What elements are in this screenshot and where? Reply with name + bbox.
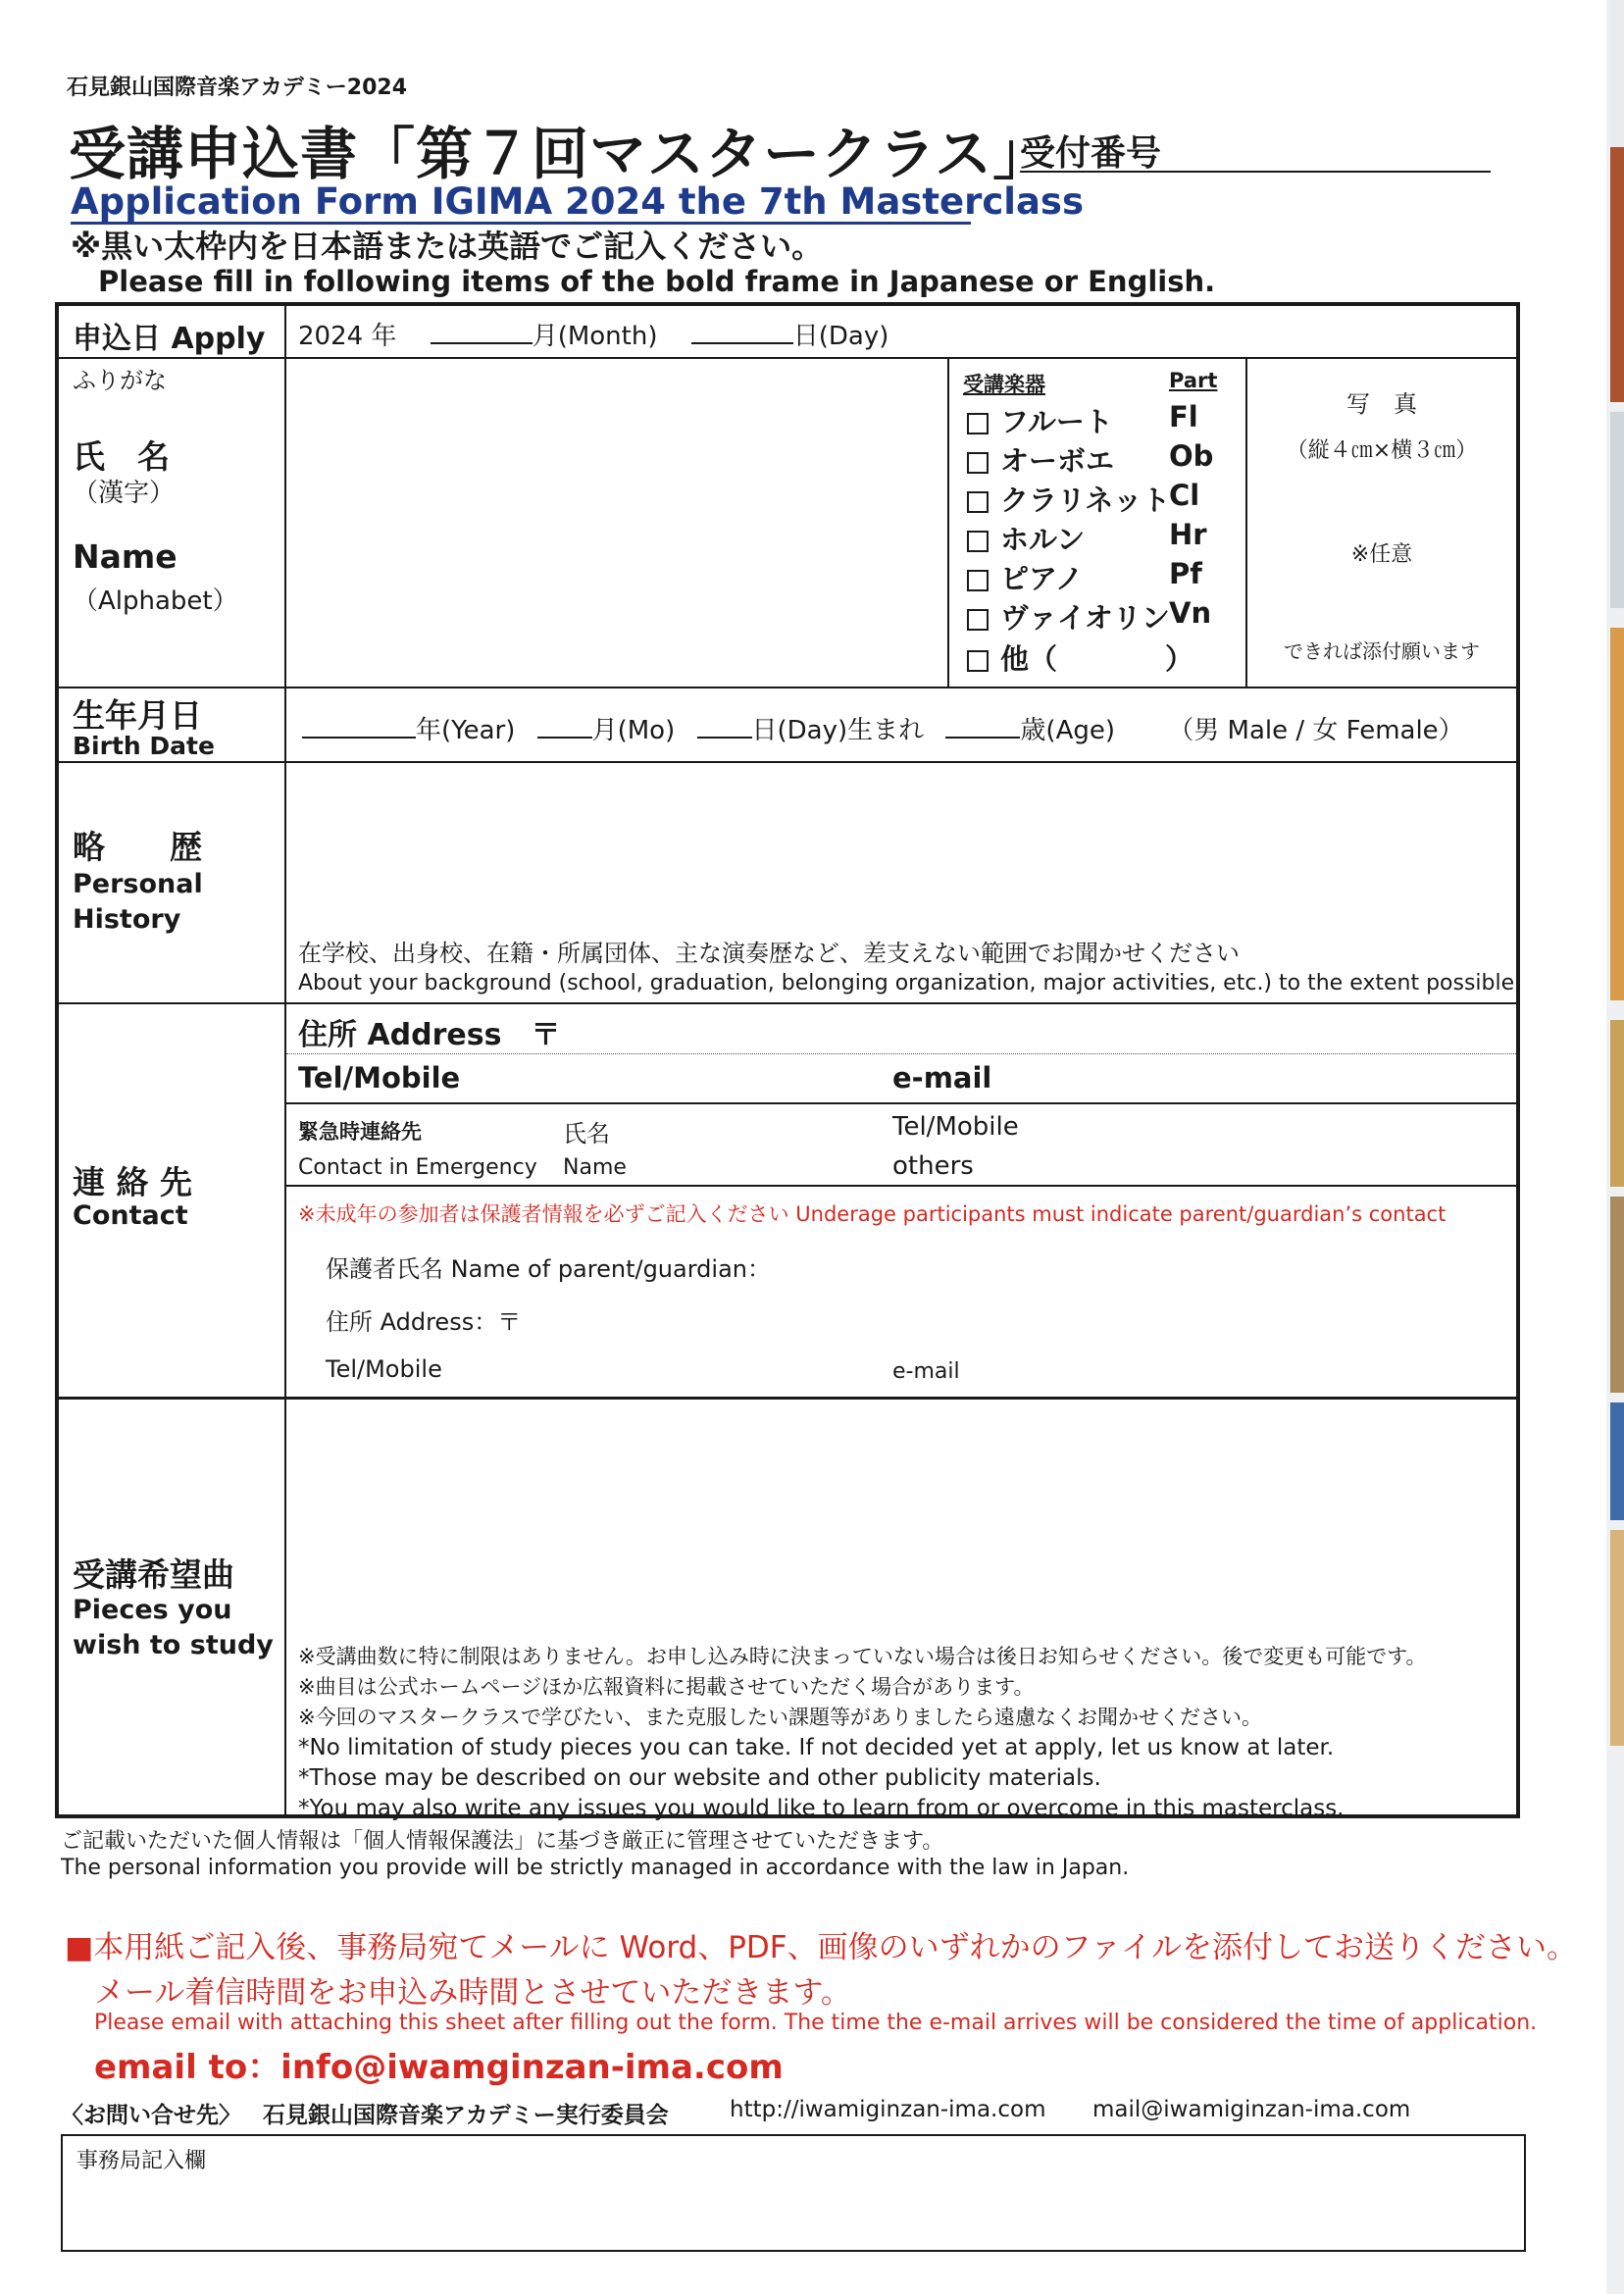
inquiry-label: 〈お問い合せ先〉: [61, 2103, 241, 2128]
instrument-option-clarinet[interactable]: クラリネット: [967, 479, 1170, 519]
emergency-label-jp: 緊急時連絡先: [298, 1120, 422, 1144]
part-code: Hr: [1169, 518, 1207, 551]
guardian-name-field[interactable]: 保護者氏名 Name of parent/guardian：: [326, 1255, 771, 1283]
tel-field[interactable]: Tel/Mobile: [298, 1061, 461, 1095]
checkbox[interactable]: [967, 650, 989, 672]
birth-fields[interactable]: 年(Year) 月(Mo) 日(Day)生まれ 歳(Age) （男 Male / 女 Female）: [302, 710, 1464, 746]
row-divider: [286, 1053, 1516, 1054]
emergency-tel[interactable]: Tel/Mobile: [892, 1112, 1019, 1142]
pieces-note: *Those may be described on our website and other publicity materials.: [298, 1765, 1101, 1791]
form-title-jp: 受講申込書「第７回マスタークラス」: [69, 121, 1051, 187]
page-edge-photo-strip: [1606, 0, 1624, 2294]
history-label-en-1: Personal: [73, 869, 203, 899]
part-code: Ob: [1169, 439, 1214, 473]
part-header: Part: [1169, 369, 1218, 392]
pieces-note: ※今回のマスタークラスで学びたい、また克服したい課題等がありましたら遠慮なくお聞かせください。: [298, 1706, 1262, 1729]
apply-date-fields[interactable]: [298, 316, 888, 352]
pieces-note: *No limitation of study pieces you can take. If not decided yet at apply, let us know at later.: [298, 1735, 1335, 1760]
pieces-label-en-1: Pieces you: [73, 1595, 232, 1625]
age-blank[interactable]: [945, 711, 1020, 739]
instrument-option-violin[interactable]: ヴァイオリン: [967, 596, 1170, 637]
checkbox[interactable]: [967, 609, 989, 631]
contact-mail-link[interactable]: mail@iwamiginzan-ima.com: [1092, 2097, 1411, 2122]
history-label-en-2: History: [73, 904, 181, 935]
apply-day-label: 日(Day): [792, 322, 889, 351]
instrument-option-other[interactable]: 他（: [967, 637, 1057, 678]
checkbox[interactable]: [967, 531, 989, 552]
row-divider: [59, 1397, 1516, 1400]
submit-instruction-en: Please email with attaching this sheet after filling out the form. The time the e-mail arrives will be considered the time of application.: [94, 2011, 1538, 2035]
academy-name: 石見銀山国際音楽アカデミー2024: [67, 76, 408, 100]
birth-label-jp: 生年月日: [73, 696, 202, 735]
checkbox[interactable]: [967, 452, 989, 474]
website-link[interactable]: http://iwamiginzan-ima.com: [730, 2097, 1046, 2122]
row-divider: [59, 1002, 1516, 1004]
name-label-jp: 氏 名: [73, 437, 170, 476]
emergency-name-en: Name: [563, 1155, 627, 1180]
guardian-email-field[interactable]: e-mail: [892, 1359, 960, 1384]
pieces-label-jp: 受講希望曲: [73, 1555, 234, 1594]
row-divider: [286, 1185, 1516, 1187]
apply-month-label: 月(Month): [532, 322, 658, 351]
receipt-number-field[interactable]: [1020, 171, 1491, 173]
birth-day-blank[interactable]: [697, 711, 752, 739]
guardian-tel-field[interactable]: Tel/Mobile: [326, 1355, 442, 1383]
pieces-note: *You may also write any issues you would like to learn from or overcome in this masterclass.: [298, 1796, 1345, 1821]
contact-label-en: Contact: [73, 1200, 188, 1231]
history-note-jp: 在学校、出身校、在籍・所属団体、主な演奏歴など、差支えない範囲でお聞かせください: [298, 940, 1240, 967]
photo-note: できれば添付願います: [1284, 639, 1480, 663]
guardian-note: ※未成年の参加者は保護者情報を必ずご記入ください Underage participants must indicate parent/guardian’s contact: [298, 1202, 1446, 1226]
furigana-label: ふりがな: [73, 367, 167, 394]
receipt-number-label: 受付番号: [1020, 133, 1162, 174]
history-input-area[interactable]: [286, 763, 1516, 940]
gender-options[interactable]: （男 Male / 女 Female）: [1168, 716, 1464, 745]
submit-instruction-1: ■本用紙ご記入後、事務局宛てメールに Word、PDF、画像のいずれかのファイルを添付してお送りください。: [65, 1930, 1577, 1965]
name-kanji-note: （漢字）: [73, 479, 176, 508]
application-form-frame: [55, 302, 1522, 1821]
checkbox[interactable]: [967, 491, 989, 513]
history-note-en: About your background (school, graduation, belonging organization, major activities, etc.) to the extent possible.: [298, 971, 1522, 995]
birth-label-en: Birth Date: [73, 732, 215, 760]
part-code: Pf: [1169, 557, 1202, 590]
guardian-address-field[interactable]: 住所 Address：〒: [326, 1308, 522, 1336]
address-field[interactable]: 住所 Address 〒: [298, 1018, 561, 1052]
checkbox[interactable]: [967, 570, 989, 591]
part-code: Fl: [1169, 400, 1198, 433]
row-divider: [59, 687, 1516, 688]
photo-size: （縦４㎝×横３㎝）: [1286, 438, 1478, 463]
name-input-area[interactable]: [286, 359, 1000, 687]
name-label-en: Name: [73, 537, 178, 576]
part-code: Cl: [1169, 479, 1200, 512]
contact-label-jp: 連 絡 先: [73, 1163, 192, 1201]
pieces-notes: [298, 1642, 1427, 1824]
emergency-others[interactable]: others: [892, 1151, 974, 1181]
pieces-note: ※受講曲数に特に制限はありません。お申し込み時に決まっていない場合は後日お知らせください。後で変更も可能です。: [298, 1645, 1427, 1668]
history-label-jp: 略 歴: [73, 828, 202, 866]
instrument-option-oboe[interactable]: オーボエ: [967, 439, 1114, 480]
pieces-input-area[interactable]: [286, 1401, 1516, 1636]
emergency-label-en: Contact in Emergency: [298, 1155, 537, 1180]
instrument-header: 受講楽器: [963, 373, 1045, 396]
apply-day-blank[interactable]: [691, 317, 793, 344]
photo-title: 写 真: [1346, 390, 1417, 418]
instrument-option-flute[interactable]: フルート: [967, 400, 1113, 440]
privacy-note-jp: ご記載いただいた個人情報は「個人情報保護法」に基づき厳正に管理させていただきます。: [61, 1829, 944, 1854]
submit-instruction-2: メール着信時間をお申込み時間とさせていただきます。: [94, 1975, 851, 2011]
apply-month-blank[interactable]: [431, 317, 533, 344]
office-use-box: [61, 2134, 1526, 2252]
birth-month-blank[interactable]: [537, 711, 592, 739]
instrument-divider: [947, 357, 949, 687]
privacy-note-en: The personal information you provide will be strictly managed in accordance with the law in Japan.: [61, 1856, 1130, 1880]
form-title-en: Application Form IGIMA 2024 the 7th Masterclass: [71, 180, 1084, 223]
apply-date-label: 申込日 Apply: [73, 322, 266, 356]
office-use-label: 事務局記入欄: [76, 2149, 207, 2173]
instrument-option-horn[interactable]: ホルン: [967, 518, 1085, 558]
emergency-name-jp[interactable]: 氏名: [563, 1120, 610, 1147]
photo-optional: ※任意: [1350, 542, 1413, 567]
birth-year-blank[interactable]: [302, 711, 416, 739]
pieces-note: ※曲目は公式ホームページほか広報資料に掲載させていただく場合があります。: [298, 1675, 1035, 1699]
committee-name: 石見銀山国際音楽アカデミー実行委員会: [263, 2103, 669, 2128]
email-field[interactable]: e-mail: [892, 1061, 992, 1095]
other-close-paren: ）: [1165, 642, 1194, 676]
apply-year: 2024 年: [298, 322, 397, 351]
name-alphabet-note: （Alphabet）: [73, 586, 238, 616]
instrument-option-piano[interactable]: ピアノ: [967, 557, 1084, 597]
instruction-en: Please fill in following items of the bold frame in Japanese or English.: [98, 265, 1216, 298]
submit-email-link[interactable]: email to：info@iwamginzan-ima.com: [94, 2048, 784, 2087]
pieces-label-en-2: wish to study: [73, 1630, 274, 1660]
part-code: Vn: [1169, 596, 1212, 630]
row-divider: [286, 1102, 1516, 1104]
checkbox[interactable]: [967, 413, 989, 434]
instruction-jp: ※黒い太枠内を日本語または英語でご記入ください。: [71, 228, 824, 265]
